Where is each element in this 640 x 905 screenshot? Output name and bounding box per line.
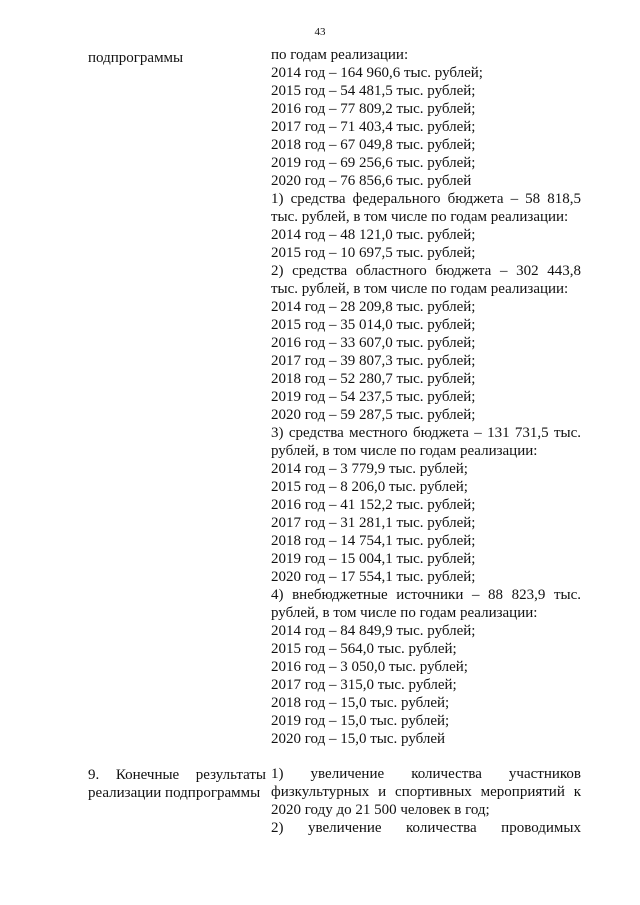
text-line: 2) увеличение количества проводимых bbox=[271, 820, 581, 836]
text-line: 1) увеличение количества участников bbox=[271, 766, 581, 782]
text-line: по годам реализации: bbox=[271, 47, 409, 63]
text-line: 2019 год – 69 256,6 тыс. рублей; bbox=[271, 155, 476, 171]
text-line: рублей, в том числе по годам реализации: bbox=[271, 443, 538, 459]
text-line: тыс. рублей, в том числе по годам реализации: bbox=[271, 281, 569, 297]
text-line: физкультурных и спортивных мероприятий к bbox=[271, 784, 581, 800]
text-line: 2018 год – 67 049,8 тыс. рублей; bbox=[271, 137, 476, 153]
text-line: 2014 год – 48 121,0 тыс. рублей; bbox=[271, 227, 476, 243]
text-line: 2016 год – 33 607,0 тыс. рублей; bbox=[271, 335, 476, 351]
text-line: 2015 год – 35 014,0 тыс. рублей; bbox=[271, 317, 476, 333]
text-line: 2016 год – 77 809,2 тыс. рублей; bbox=[271, 101, 476, 117]
text-line: 2014 год – 3 779,9 тыс. рублей; bbox=[271, 461, 468, 477]
text-line: 2019 год – 54 237,5 тыс. рублей; bbox=[271, 389, 476, 405]
section-9-results bbox=[271, 765, 581, 837]
text-line: 2020 год – 59 287,5 тыс. рублей; bbox=[271, 407, 476, 423]
text-line: рублей, в том числе по годам реализации: bbox=[271, 605, 538, 621]
text-line: 2015 год – 10 697,5 тыс. рублей; bbox=[271, 245, 476, 261]
text-line: 2017 год – 39 807,3 тыс. рублей; bbox=[271, 353, 476, 369]
funding-details bbox=[271, 46, 581, 748]
text-line: 2014 год – 28 209,8 тыс. рублей; bbox=[271, 299, 476, 315]
text-line: 3) средства местного бюджета – 131 731,5 тыс. bbox=[271, 425, 581, 441]
text-line: 2020 году до 21 500 человек в год; bbox=[271, 802, 490, 818]
text-line: 2015 год – 54 481,5 тыс. рублей; bbox=[271, 83, 476, 99]
text-line: 2017 год – 71 403,4 тыс. рублей; bbox=[271, 119, 476, 135]
text-line: 1) средства федерального бюджета – 58 818,5 bbox=[271, 191, 581, 207]
text-line: 2020 год – 76 856,6 тыс. рублей bbox=[271, 173, 472, 189]
text-line: 2017 год – 315,0 тыс. рублей; bbox=[271, 677, 457, 693]
page-number: 43 bbox=[314, 26, 326, 38]
text-line: 4) внебюджетные источники – 88 823,9 тыс. bbox=[271, 587, 581, 603]
text-line: 2020 год – 15,0 тыс. рублей bbox=[271, 731, 446, 747]
text-line: 2015 год – 564,0 тыс. рублей; bbox=[271, 641, 457, 657]
text-line: 2014 год – 164 960,6 тыс. рублей; bbox=[271, 65, 483, 81]
section-9-title-line: 9. Конечные результаты bbox=[88, 767, 266, 783]
text-line: 2019 год – 15 004,1 тыс. рублей; bbox=[271, 551, 476, 567]
text-line: 2) средства областного бюджета – 302 443,8 bbox=[271, 263, 581, 279]
text-line: 2014 год – 84 849,9 тыс. рублей; bbox=[271, 623, 476, 639]
text-line: 2018 год – 15,0 тыс. рублей; bbox=[271, 695, 450, 711]
text-line: 2020 год – 17 554,1 тыс. рублей; bbox=[271, 569, 476, 585]
text-line: 2018 год – 52 280,7 тыс. рублей; bbox=[271, 371, 476, 387]
text-line: 2017 год – 31 281,1 тыс. рублей; bbox=[271, 515, 476, 531]
text-line: 2016 год – 41 152,2 тыс. рублей; bbox=[271, 497, 476, 513]
section-9-title-line: реализации подпрограммы bbox=[88, 785, 261, 801]
subprogram-label: подпрограммы bbox=[88, 50, 184, 66]
text-line: 2015 год – 8 206,0 тыс. рублей; bbox=[271, 479, 468, 495]
text-line: 2016 год – 3 050,0 тыс. рублей; bbox=[271, 659, 468, 675]
text-line: 2019 год – 15,0 тыс. рублей; bbox=[271, 713, 450, 729]
section-9-title bbox=[88, 765, 266, 801]
text-line: 2018 год – 14 754,1 тыс. рублей; bbox=[271, 533, 476, 549]
text-line: тыс. рублей, в том числе по годам реализации: bbox=[271, 209, 569, 225]
